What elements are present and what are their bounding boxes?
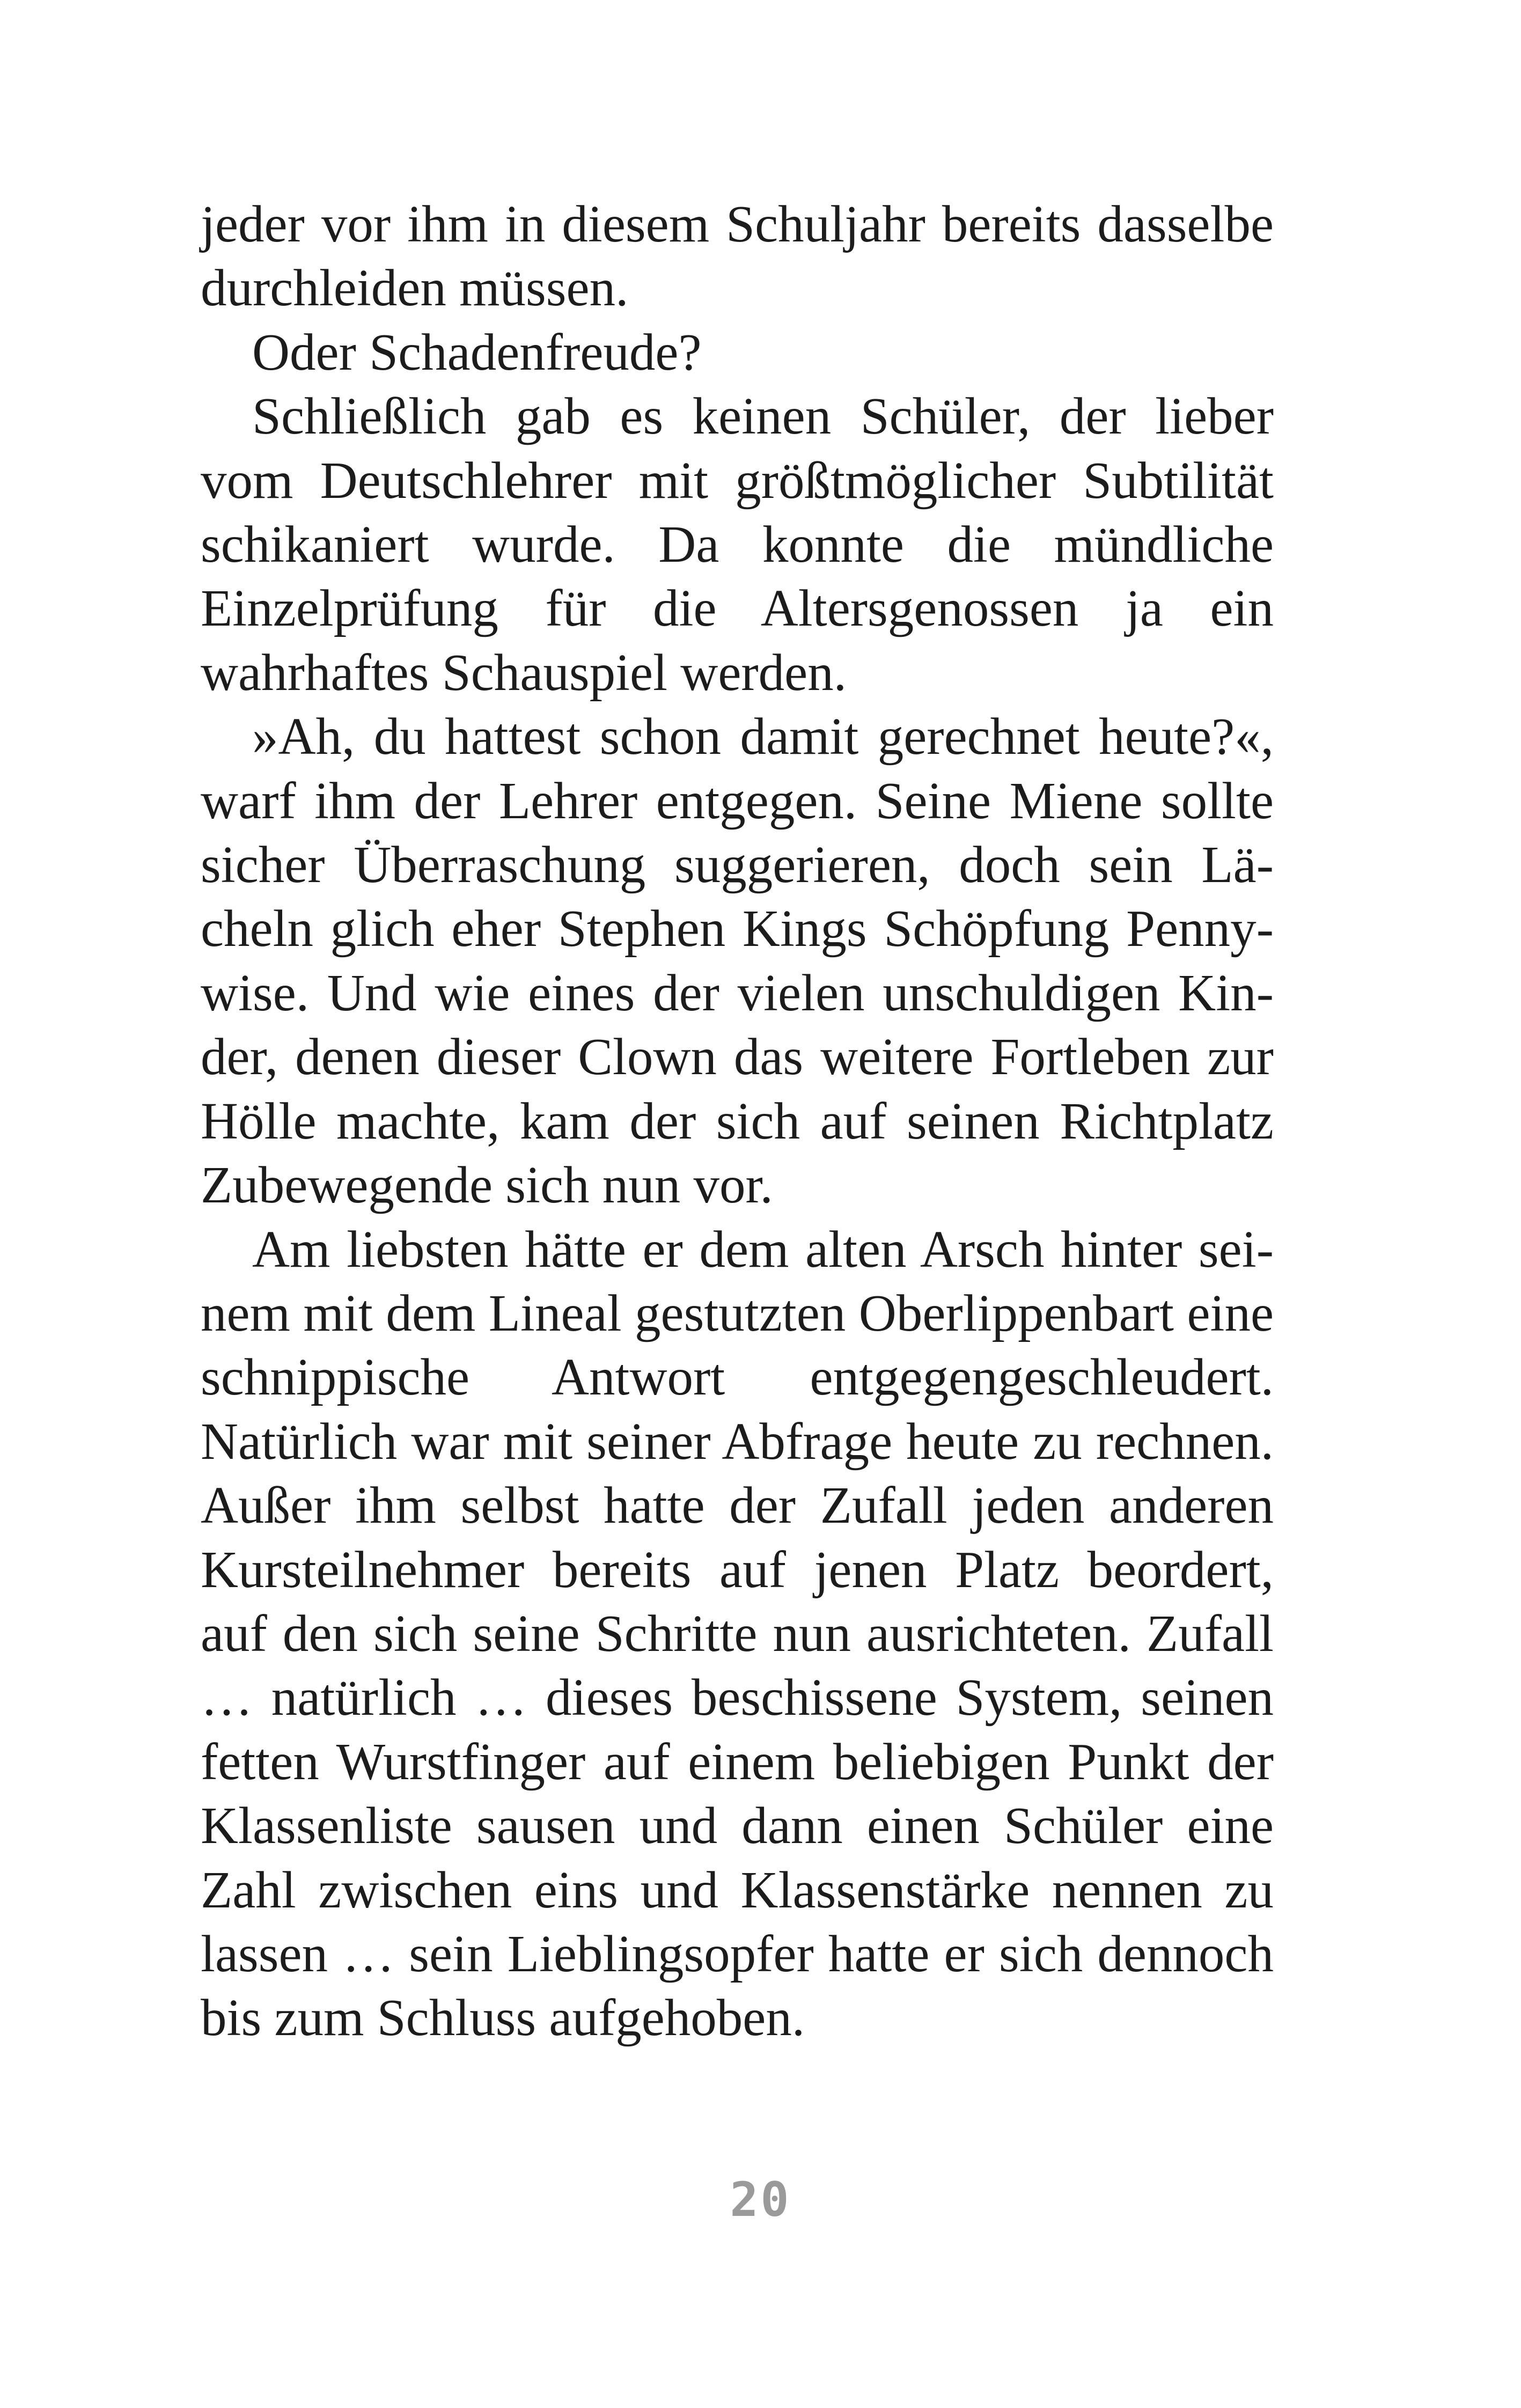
paragraph-continuation: jeder vor ihm in diesem Schuljahr bereits dasselbe durchleiden müssen.	[201, 195, 1274, 317]
page-number: 20	[730, 2172, 791, 2227]
paragraph: »Ah, du hattest schon damit gerechnet heute?«, warf ihm der Lehrer entgegen. Seine Miene sollte sicher Überraschung suggerieren, doch sein Lächeln glich eher Stephen Kings Schöpfung Pennywise. Und wie eines der vielen unschuldigen Kinder, denen dieser Clown das weitere Fortleben zur Hölle machte, kam der sich auf seinen Richtplatz Zubewegende sich nun vor.	[201, 708, 1274, 1214]
paragraph: Schließlich gab es keinen Schüler, der lieber vom Deutschlehrer mit größtmöglicher Subtilität schikaniert wurde. Da konnte die mündliche Einzelprüfung für die Altersgenossen ja ein wahrhaftes Schauspiel werden.	[201, 387, 1274, 701]
paragraph-question: Oder Schadenfreude?	[252, 323, 702, 381]
paragraph: Am liebsten hätte er dem alten Arsch hinter seinem mit dem Lineal gestutzten Oberlippenbart eine schnippische Antwort entgegengeschleudert. Natürlich war mit seiner Abfrage heute zu rechnen. Außer ihm selbst hatte der Zufall jeden anderen Kursteilnehmer bereits auf jenen Platz beordert, auf den sich seine Schritte nun ausrichteten. Zufall … natürlich … dieses beschissene System, seinen fetten Wurstfinger auf einem beliebigen Punkt der Klassenliste sausen und dann einen Schüler eine Zahl zwischen eins und Klassenstärke nennen zu lassen … sein Lieblingsopfer hatte er sich dennoch bis zum Schluss aufgehoben.	[201, 1220, 1274, 2047]
body-text	[201, 192, 1274, 2050]
